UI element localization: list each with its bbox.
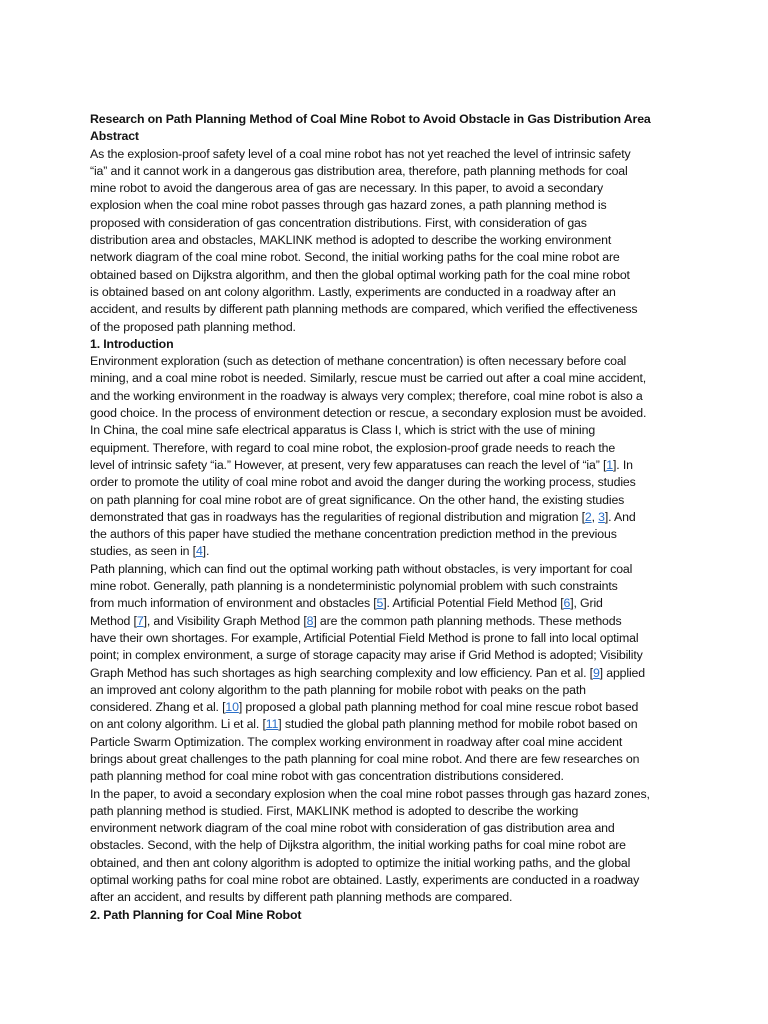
paper-title: Research on Path Planning Method of Coal Mine Robot to Avoid Obstacle in Gas Distribution Area — [90, 112, 651, 126]
text-line — [90, 665, 684, 682]
citation-link[interactable]: 1 — [606, 457, 613, 472]
section-heading-path-planning: 2. Path Planning for Coal Mine Robot — [90, 907, 302, 922]
text-line: explosion when the coal mine robot passes through gas hazard zones, a path planning method is — [90, 198, 607, 213]
text-line: obtained, and then ant colony algorithm is adopted to optimize the initial working paths, and the global — [90, 855, 631, 870]
text-line — [90, 768, 684, 785]
text-line: accident, and results by different path planning methods are compared, which verified the effectiveness — [90, 302, 638, 317]
text-line — [90, 561, 684, 578]
text-run: Method [ — [90, 613, 137, 628]
text-line: is obtained based on ant colony algorithm. Lastly, experiments are conducted in a roadway after an — [90, 284, 616, 299]
text-line — [90, 751, 684, 768]
citation-link[interactable]: 11 — [265, 717, 279, 732]
text-run: order to promote the utility of coal mine robot and avoid the danger during the working process, studies — [90, 475, 636, 490]
intro-paragraph-3 — [90, 786, 684, 907]
text-run: the authors of this paper have studied the methane concentration prediction method in the previous — [90, 527, 617, 542]
text-line — [90, 388, 684, 405]
text-line: As the explosion-proof safety level of a coal mine robot has not yet reached the level of intrinsic safety — [90, 146, 631, 161]
text-run: have their own shortages. For example, Artificial Potential Field Method is prone to fall into local optimal — [90, 630, 639, 645]
text-run: ] are the common path planning methods. These methods — [313, 613, 622, 628]
text-run: on ant colony algorithm. Li et al. [ — [90, 717, 266, 732]
citation-link[interactable]: 8 — [306, 613, 314, 628]
text-run: ] studied the global path planning method for mobile robot based on — [278, 717, 638, 732]
citation-link[interactable]: 5 — [376, 596, 384, 611]
text-line: distribution area and obstacles, MAKLINK method is adopted to describe the working environment — [90, 233, 612, 248]
text-line — [90, 353, 684, 370]
text-run: ], and Visibility Graph Method [ — [143, 613, 307, 628]
intro-paragraph-1 — [90, 353, 684, 561]
text-run: In China, the coal mine safe electrical apparatus is Class I, which is strict with the use of mining — [90, 423, 596, 438]
text-line — [90, 734, 684, 751]
text-line: environment network diagram of the coal mine robot with consideration of gas distribution area and — [90, 821, 615, 836]
text-run: ] applied — [599, 665, 645, 680]
intro-paragraph-2 — [90, 561, 684, 786]
text-line — [90, 370, 684, 387]
text-run: ]. Artificial Potential Field Method [ — [383, 596, 564, 611]
citation-link[interactable]: 9 — [592, 665, 600, 680]
text-line — [90, 716, 684, 733]
text-line: optimal working paths for coal mine robot are obtained. Lastly, experiments are conducted in a roadway — [90, 873, 640, 888]
text-line — [90, 647, 684, 664]
text-run: studies, as seen in [ — [90, 544, 196, 559]
abstract-paragraph — [90, 146, 684, 336]
text-line — [90, 474, 684, 491]
text-line — [90, 422, 684, 439]
abstract-heading: Abstract — [90, 129, 139, 144]
citation-link[interactable]: 6 — [563, 596, 571, 611]
section-heading-introduction: 1. Introduction — [90, 336, 174, 351]
text-line — [90, 682, 684, 699]
text-run: considered. Zhang et al. [ — [90, 700, 226, 715]
text-run: and the working environment in the roadway is always very complex; therefore, coal mine robot is also a — [90, 388, 643, 403]
text-line — [90, 578, 684, 595]
text-line: obstacles. Second, with the help of Dijkstra algorithm, the initial working paths for coal mine robot are — [90, 838, 626, 853]
citation-link[interactable]: 4 — [195, 544, 203, 559]
text-line: proposed with consideration of gas concentration distributions. First, with consideration of gas — [90, 215, 587, 230]
document-body — [90, 111, 684, 924]
text-line: In the paper, to avoid a secondary explosion when the coal mine robot passes through gas hazard zones, — [90, 786, 650, 801]
citation-link[interactable]: 2 — [584, 509, 592, 524]
text-run: , — [591, 509, 599, 524]
text-line — [90, 440, 684, 457]
text-run: Particle Swarm Optimization. The complex working environment in roadway after coal mine accident — [90, 734, 623, 749]
text-run: point; in complex environment, a surge of storage capacity may arise if Grid Method is adopted; Visibility — [90, 648, 643, 663]
text-run: ]. — [202, 544, 210, 559]
citation-link[interactable]: 3 — [598, 509, 605, 524]
text-line: “ia” and it cannot work in a dangerous gas distribution area, therefore, path planning methods for coal — [90, 163, 628, 178]
text-run: ]. And — [604, 509, 636, 524]
text-run: from much information of environment and obstacles [ — [90, 596, 377, 611]
text-line — [90, 630, 684, 647]
text-line — [90, 405, 684, 422]
text-run: demonstrated that gas in roadways has the regularities of regional distribution and migration [ — [90, 509, 585, 524]
text-line — [90, 595, 684, 612]
text-run: mine robot. Generally, path planning is a nondeterministic polynomial problem with such constraints — [90, 579, 618, 594]
text-line: obtained based on Dijkstra algorithm, and then the global optimal working path for the coal mine robot — [90, 267, 630, 282]
citation-link[interactable]: 10 — [225, 700, 239, 715]
text-run: mining, and a coal mine robot is needed. Similarly, rescue must be carried out after a coal mine accident, — [90, 371, 647, 386]
text-run: Graph Method has such shortages as high searching complexity and low efficiency. Pan et al. [ — [90, 665, 593, 680]
text-run: level of intrinsic safety “ia.” However, at present, very few apparatuses can reach the level of “ia” [ — [90, 457, 607, 472]
text-line — [90, 457, 684, 474]
text-run: brings about great challenges to the path planning for coal mine robot. And there are few researches on — [90, 751, 640, 766]
text-run: good choice. In the process of environment detection or rescue, a secondary explosion must be avoided. — [90, 406, 647, 421]
text-line — [90, 492, 684, 509]
text-line — [90, 526, 684, 543]
text-run: path planning method for coal mine robot with gas concentration distributions considered. — [90, 769, 564, 784]
text-line: mine robot to avoid the dangerous area of gas are necessary. In this paper, to avoid a secondary — [90, 181, 604, 196]
text-run: Environment exploration (such as detection of methane concentration) is often necessary before coal — [90, 354, 627, 369]
text-line — [90, 699, 684, 716]
text-run: ] proposed a global path planning method for coal mine rescue robot based — [238, 700, 639, 715]
citation-link[interactable]: 7 — [136, 613, 144, 628]
text-line: of the proposed path planning method. — [90, 319, 296, 334]
text-run: on path planning for coal mine robot are of great significance. On the other hand, the existing studies — [90, 492, 625, 507]
text-line: network diagram of the coal mine robot. Second, the initial working paths for the coal mine robot are — [90, 250, 620, 265]
text-line: path planning method is studied. First, MAKLINK method is adopted to describe the working — [90, 803, 579, 818]
text-run: ], Grid — [570, 596, 603, 611]
text-run: ]. In — [612, 457, 633, 472]
text-line — [90, 509, 684, 526]
text-line — [90, 613, 684, 630]
text-run: Path planning, which can find out the optimal working path without obstacles, is very important for coal — [90, 561, 633, 576]
text-run: an improved ant colony algorithm to the path planning for mobile robot with peaks on the path — [90, 682, 586, 697]
text-line — [90, 543, 684, 560]
text-line: after an accident, and results by different path planning methods are compared. — [90, 890, 513, 905]
text-run: equipment. Therefore, with regard to coal mine robot, the explosion-proof grade needs to reach the — [90, 440, 616, 455]
